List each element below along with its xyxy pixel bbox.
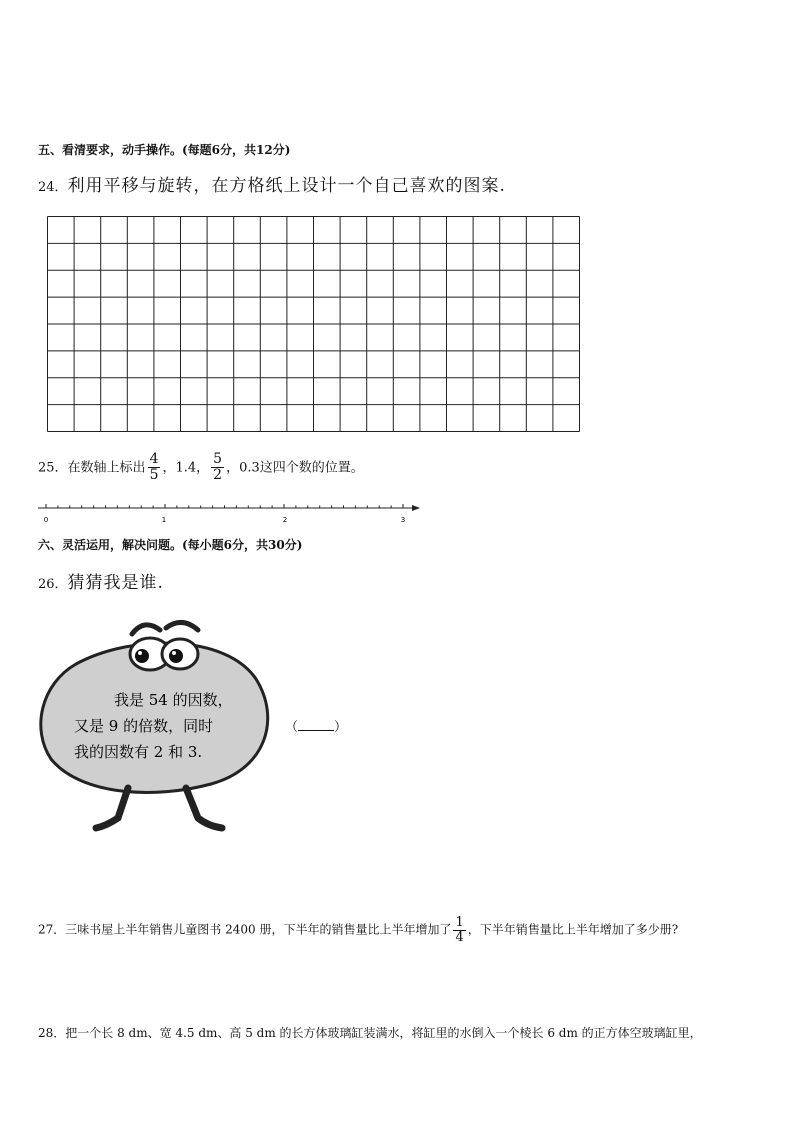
fraction-denominator: 2: [213, 466, 223, 483]
question-27-text-after: ，下半年销售量比上半年增加了多少册?: [467, 922, 679, 937]
bubble-line-3: 我的因数有 2 和 3.: [74, 743, 203, 761]
answer-open-paren: （: [285, 720, 299, 735]
question-25-separator: ，1.4，: [162, 460, 210, 476]
question-28-number: 28．: [38, 1026, 66, 1040]
question-27: [38, 916, 678, 944]
fraction-numerator: 4: [149, 451, 159, 467]
right-eye-highlight: [172, 651, 176, 655]
question-24: [38, 171, 506, 196]
question-25-text-before: 在数轴上标出: [67, 460, 146, 476]
right-leg: [186, 788, 222, 828]
question-28: [38, 1024, 702, 1041]
section-6-title: 六、灵活运用，解决问题。(每小题6分，共30分): [38, 538, 303, 552]
section-5-title: 五、看清要求，动手操作。(每题6分，共12分): [38, 143, 291, 157]
grid-paper[interactable]: [47, 216, 580, 432]
axis-label-0: 0: [43, 516, 49, 524]
bubble-line-1: 我是 54 的因数，: [114, 691, 233, 709]
bubble-line-2: 又是 9 的倍数，同时: [74, 717, 214, 735]
answer-close-paren: ）: [334, 720, 348, 735]
question-26: [38, 568, 164, 593]
axis-label-3: 3: [400, 516, 406, 524]
fraction-numerator: 5: [213, 451, 223, 467]
answer-blank[interactable]: [285, 716, 347, 735]
question-25-text-after: ，0.3这四个数的位置。: [226, 460, 364, 476]
fraction-denominator: 5: [149, 466, 159, 483]
fraction-numerator: 1: [455, 915, 464, 930]
axis-label-1: 1: [161, 516, 167, 524]
question-27-number: 27．: [38, 922, 66, 937]
left-pupil: [135, 649, 149, 663]
question-25: [38, 452, 364, 482]
question-27-text-before: 三味书屋上半年销售儿童图书 2400 册，下半年的销售量比上半年增加了: [65, 922, 452, 937]
cartoon-character-illustration: [36, 604, 286, 836]
question-25-number: 25．: [38, 460, 68, 476]
fraction-denominator: 4: [455, 929, 464, 945]
left-leg: [96, 788, 128, 828]
right-eyebrow: [166, 622, 198, 630]
question-24-number: 24．: [38, 180, 68, 195]
fraction-one-quarter: [453, 916, 465, 944]
question-24-text: 利用平移与旋转，在方格纸上设计一个自己喜欢的图案.: [67, 176, 506, 196]
question-28-text: 把一个长 8 dm、宽 4.5 dm、高 5 dm 的长方体玻璃缸装满水，将缸里的水倒入一个棱长 6 dm 的正方体空玻璃缸里，: [65, 1026, 702, 1040]
number-line-arrow-icon: [412, 505, 420, 511]
question-26-number: 26．: [38, 577, 68, 592]
fraction-four-fifths: [148, 452, 161, 482]
axis-label-2: 2: [282, 516, 288, 524]
answer-blank-line[interactable]: [298, 718, 334, 731]
left-eye-highlight: [138, 651, 142, 655]
number-line[interactable]: [36, 500, 426, 528]
fraction-five-halves: [211, 452, 224, 482]
right-pupil: [169, 649, 183, 663]
question-26-text: 猜猜我是谁.: [67, 573, 164, 593]
left-eyebrow: [132, 625, 160, 634]
